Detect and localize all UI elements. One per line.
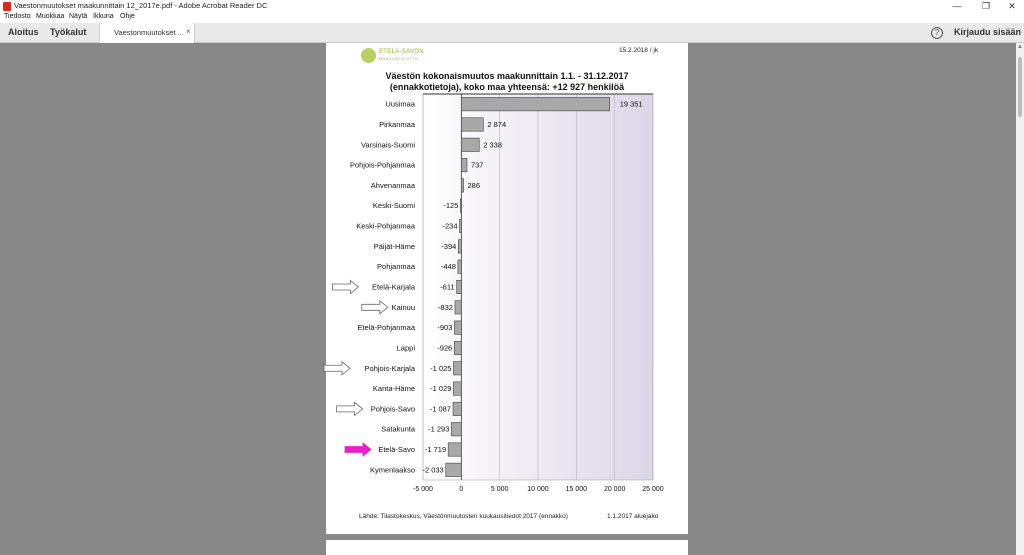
menu-window[interactable]: Ikkuna: [93, 13, 114, 20]
category-label: Keski-Suomi: [372, 201, 415, 211]
category-label: Etelä-Savo: [378, 445, 415, 455]
category-label: Etelä-Pohjanmaa: [357, 323, 415, 333]
data-label: -2 033: [422, 465, 444, 475]
x-tick-label: 0: [459, 486, 464, 493]
tab-tools[interactable]: Työkalut: [50, 27, 87, 37]
x-tick-label: 5 000: [490, 486, 509, 493]
bar: [455, 301, 461, 314]
data-label: 286: [467, 180, 481, 190]
bar: [460, 219, 462, 232]
outline-arrow-icon: [324, 362, 350, 375]
x-tick-label: 15 000: [565, 486, 588, 493]
acrobat-icon: [3, 2, 11, 11]
menu-help[interactable]: Ohje: [120, 13, 135, 20]
window-title: Vaestonmuutokset maakunnittain 12_2017e.pdf - Adobe Acrobat Reader DC: [14, 1, 268, 10]
chart-subtitle: (ennakkotietoja), koko maa yhteensä: +12 927 henkilöä: [389, 82, 625, 92]
bar: [461, 179, 463, 192]
close-tab-icon[interactable]: ×: [186, 27, 191, 36]
highlight-arrow-icon: [345, 443, 371, 456]
x-tick-label: -5 000: [413, 486, 433, 493]
menu-view[interactable]: Näytä: [69, 13, 88, 20]
category-label: Kanta-Häme: [372, 384, 415, 394]
category-label: Lappi: [396, 343, 415, 353]
scrollbar-thumb[interactable]: [1018, 57, 1022, 117]
category-label: Pohjanmaa: [377, 262, 415, 272]
bar: [454, 321, 461, 334]
bar: [454, 341, 461, 354]
outline-arrow-icon: [332, 281, 358, 294]
category-label: Kainuu: [391, 302, 415, 312]
data-label: -1 719: [424, 445, 447, 455]
outline-arrow-icon: [337, 402, 363, 415]
bar: [458, 240, 461, 253]
data-label: 2 874: [487, 119, 507, 129]
category-label: Uusimaa: [385, 99, 415, 109]
maximize-button[interactable]: ❐: [981, 1, 991, 11]
bar: [460, 199, 461, 212]
sign-in-button[interactable]: Kirjaudu sisään: [954, 27, 1022, 37]
tab-document[interactable]: [99, 23, 195, 43]
chart-title: Väestön kokonaismuutos maakunnittain 1.1. - 31.12.2017: [385, 71, 629, 81]
category-label: Pirkanmaa: [379, 119, 415, 129]
help-icon[interactable]: ?: [931, 27, 943, 39]
x-tick-label: 25 000: [642, 486, 664, 493]
bar: [446, 463, 462, 476]
data-label: -1 029: [430, 384, 452, 394]
minimize-button[interactable]: —: [952, 1, 962, 11]
vertical-scrollbar[interactable]: [1016, 43, 1024, 555]
category-label: Keski-Pohjanmaa: [356, 221, 415, 231]
data-label: 2 338: [483, 140, 503, 150]
region-division-note: 1.1.2017 aluejako: [607, 513, 659, 520]
category-label: Ahvenanmaa: [370, 180, 415, 190]
outline-arrow-icon: [362, 301, 388, 314]
data-label: -903: [437, 323, 453, 333]
title-bar: [0, 0, 1024, 12]
category-label: Päijät-Häme: [373, 241, 415, 251]
data-label: -1 087: [429, 404, 451, 414]
source-note: Lähde: Tilastokeskus, Väestönmuutosten kuukausitiedot 2017 (ennakko): [359, 513, 568, 520]
category-label: Pohjois-Savo: [370, 404, 415, 414]
bar: [458, 260, 461, 273]
data-label: -832: [437, 302, 453, 312]
data-label: -1 025: [430, 363, 452, 373]
data-label: -125: [443, 201, 459, 211]
category-label: Pohjois-Pohjanmaa: [349, 160, 415, 170]
menu-file[interactable]: Tiedosto: [4, 13, 31, 20]
bar: [451, 423, 461, 436]
document-date: 15.2.2018 / jk: [619, 47, 659, 54]
bar: [461, 158, 467, 171]
menu-edit[interactable]: Muokkaa: [36, 13, 65, 20]
data-label: -611: [440, 282, 455, 292]
data-label: -448: [440, 262, 456, 272]
category-label: Satakunta: [381, 424, 415, 434]
bar: [461, 138, 479, 151]
tab-home[interactable]: Aloitus: [8, 27, 39, 37]
menu-bar: [0, 12, 1024, 23]
bar: [448, 443, 461, 456]
bar: [457, 280, 462, 293]
logo-text: ETELÄ-SAVON: [379, 49, 424, 55]
data-label: -1 293: [428, 424, 450, 434]
category-label: Etelä-Karjala: [372, 282, 415, 292]
close-window-button[interactable]: ✕: [1008, 1, 1016, 11]
bar: [453, 382, 461, 395]
bar: [453, 362, 461, 375]
x-tick-label: 20 000: [603, 486, 626, 493]
scroll-up-icon[interactable]: ▲: [1017, 44, 1023, 50]
pdf-page: [326, 43, 688, 534]
tab-document-label: Vaestonmuutokset ...: [114, 28, 184, 37]
data-label: -926: [437, 343, 453, 353]
bar: [453, 402, 461, 415]
category-label: Varsinais-Suomi: [360, 140, 415, 150]
data-label: -394: [441, 241, 457, 251]
x-tick-label: 10 000: [527, 486, 549, 493]
data-label: -234: [442, 221, 458, 231]
logo-subtext: MAAKUNTALIITTO: [379, 56, 419, 61]
category-label: Pohjois-Karjala: [364, 363, 415, 373]
bar: [461, 118, 483, 131]
population-change-chart: [326, 43, 688, 503]
bar: [461, 97, 609, 110]
data-label: 19 351: [619, 99, 643, 109]
pdf-page-next: [326, 540, 688, 555]
data-label: 737: [470, 160, 484, 170]
tab-bar: [0, 23, 1024, 43]
category-label: Kymenlaakso: [369, 465, 415, 475]
